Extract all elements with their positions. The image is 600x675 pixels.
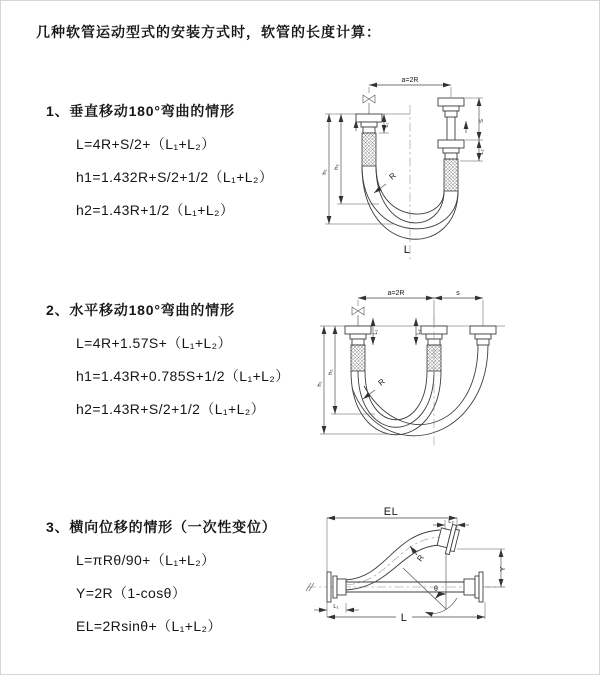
dim-a2r bbox=[369, 77, 451, 97]
dim-label-a2r: a=2R bbox=[401, 77, 419, 84]
section-2 bbox=[46, 300, 290, 419]
dim-l1 bbox=[314, 603, 359, 613]
dim-label-y: Y bbox=[500, 566, 507, 572]
dim-label-l1: L₁ bbox=[333, 604, 339, 610]
dim-label-h1: h₁ bbox=[322, 169, 328, 175]
dim-a2r bbox=[358, 290, 434, 298]
dim-label-h2: h₂ bbox=[334, 164, 340, 170]
dim-label-l2: L₂ bbox=[448, 519, 454, 525]
dim-label-l: L bbox=[400, 612, 408, 624]
hose-swept-outer bbox=[352, 345, 488, 436]
valve-icon bbox=[363, 95, 375, 103]
dim-s bbox=[434, 290, 483, 298]
angle-construction bbox=[403, 553, 457, 613]
page-title: 几种软管运动型式的安装方式时，软管的长度计算： bbox=[36, 24, 381, 40]
dim-label-el: EL bbox=[383, 506, 399, 518]
right-fitting bbox=[438, 98, 464, 191]
dim-label-s: S bbox=[479, 119, 485, 123]
right-fitting bbox=[470, 326, 496, 345]
dim-label-r: R bbox=[376, 376, 387, 388]
dim-l bbox=[327, 602, 485, 624]
swing-direction-arrow bbox=[425, 598, 457, 613]
dim-label-l1: L₁ bbox=[373, 329, 379, 335]
dim-label-a2r: a=2R bbox=[387, 290, 405, 297]
section-3-formula-L: L=πRθ/90+（L₁+L₂） bbox=[76, 552, 216, 568]
diagram-vertical-180-bend bbox=[313, 69, 600, 267]
right-flange-straight bbox=[464, 572, 483, 602]
section-2-formula-h1: h1=1.43R+0.785S+1/2（L₁+L₂） bbox=[76, 368, 290, 384]
section-3 bbox=[46, 517, 277, 636]
hose-s-curve bbox=[346, 530, 441, 590]
section-1-formula-L: L=4R+S/2+（L₁+L₂） bbox=[76, 136, 216, 152]
section-2-heading: 2、水平移动180°弯曲的情形 bbox=[46, 302, 235, 318]
section-2-formula-h2: h2=1.43R+S/2+1/2（L₁+L₂） bbox=[76, 401, 266, 417]
diagram-horizontal-180-bend bbox=[313, 284, 600, 479]
dim-l2 bbox=[416, 318, 422, 345]
section-3-formula-EL: EL=2Rsinθ+（L₁+L₂） bbox=[76, 618, 222, 634]
dim-label-s: s bbox=[456, 290, 460, 297]
left-fitting bbox=[345, 326, 371, 371]
left-flange bbox=[327, 572, 346, 602]
dim-label-r: R bbox=[387, 170, 398, 182]
diagram-lateral-displacement bbox=[299, 499, 600, 656]
angle-label-theta: θ bbox=[434, 586, 438, 593]
dim-label-l2: L₂ bbox=[479, 149, 485, 155]
braid-left bbox=[362, 133, 376, 166]
dim-l1 bbox=[373, 318, 379, 345]
dim-label-r: R bbox=[415, 553, 426, 564]
dim-label-h1: h₁ bbox=[317, 381, 323, 387]
dim-label-l: L bbox=[403, 244, 411, 256]
section-3-heading: 3、横向位移的情形（一次性变位） bbox=[46, 519, 277, 535]
section-2-formula-L: L=4R+1.57S+（L₁+L₂） bbox=[76, 335, 232, 351]
dim-l2 bbox=[433, 519, 469, 530]
dim-label-l1: L₁ bbox=[384, 122, 390, 128]
dim-label-h2: h₂ bbox=[328, 369, 334, 375]
dim-s bbox=[465, 98, 485, 140]
section-1-formula-h2: h2=1.43R+1/2（L₁+L₂） bbox=[76, 202, 235, 218]
dim-el bbox=[327, 506, 457, 617]
braid-right bbox=[444, 159, 458, 191]
left-fitting bbox=[356, 114, 382, 166]
section-1-formula-h1: h1=1.432R+S/2+1/2（L₁+L₂） bbox=[76, 169, 274, 185]
hose-u-arcs bbox=[351, 345, 488, 436]
braid-left bbox=[351, 345, 365, 371]
section-3-formula-Y: Y=2R（1-cosθ） bbox=[76, 585, 187, 601]
section-1 bbox=[46, 101, 273, 220]
valve-icon bbox=[352, 307, 364, 315]
section-1-heading: 1、垂直移动180°弯曲的情形 bbox=[46, 103, 235, 119]
dim-label-l2: L₂ bbox=[416, 329, 422, 335]
right-flange-displaced bbox=[436, 522, 461, 555]
